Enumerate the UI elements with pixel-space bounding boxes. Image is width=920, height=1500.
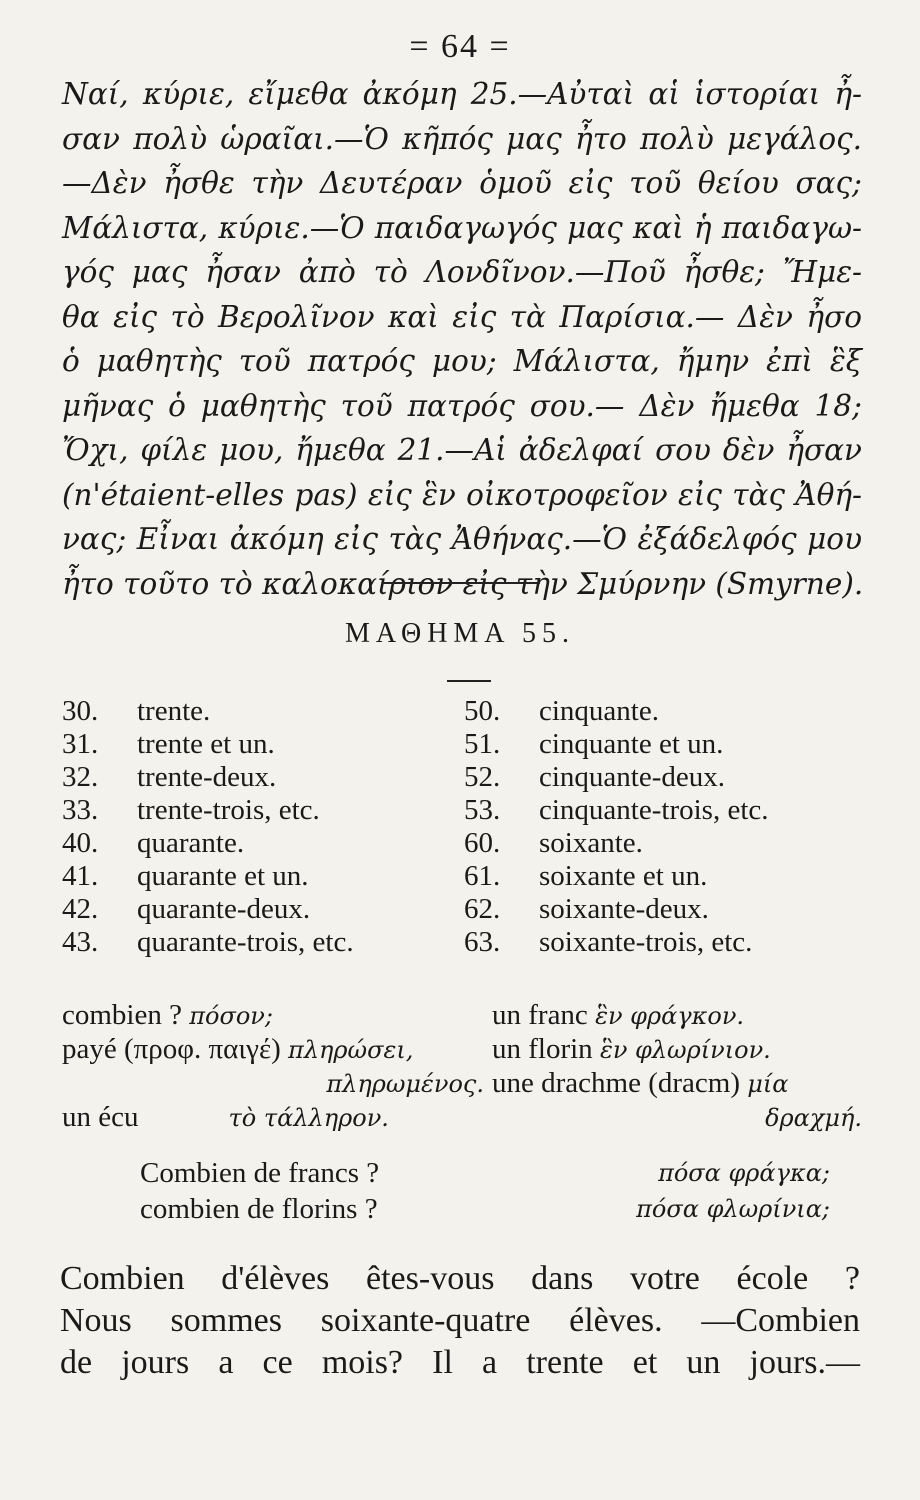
vocab-entry [492, 998, 862, 1032]
vocab-french: une drachme (dracm) [492, 1067, 740, 1099]
exercise-line: de jours a ce mois? Il a trente et un jours.— [60, 1344, 860, 1381]
greek-line: ἦτο τοῦτο τὸ καλοκαίριον εἰς τὴν Σμύρνην (Smyrne). [62, 566, 864, 601]
number-word: quarante et un. [137, 860, 309, 892]
list-item [62, 728, 354, 761]
vocab-entry [492, 1100, 862, 1134]
number-word: quarante. [137, 827, 245, 859]
page-number: = 64 = [409, 28, 511, 65]
number: 62. [464, 893, 501, 925]
list-item [464, 695, 769, 728]
vocab-entry [492, 1066, 862, 1100]
list-item [62, 695, 354, 728]
lesson-title: ΜΑΘΗΜΑ 55. [345, 618, 575, 649]
number-word: quarante-trois, etc. [137, 926, 354, 958]
greek-line: (n'étaient-elles pas) εἰς ἓν οἰκοτροφεῖον εἰς τὰς Ἀθή- [62, 477, 862, 512]
number: 52. [464, 761, 501, 793]
exercise-line: Combien d'élèves êtes-vous dans votre école ? [60, 1260, 860, 1297]
list-item [62, 794, 354, 827]
vocab-greek: πόσον; [189, 1002, 273, 1030]
number: 42. [62, 893, 99, 925]
greek-line: Ναί, κύριε, εἴμεθα ἀκόμη 25.—Αὐταὶ αἱ ἱστορίαι ἦ- [62, 77, 862, 111]
list-item [464, 860, 769, 893]
list-item [464, 893, 769, 926]
number-word: soixante et un. [539, 860, 708, 892]
list-item [464, 794, 769, 827]
question-row [140, 1191, 830, 1227]
number: 63. [464, 926, 501, 958]
greek-line: γός μας ἦσαν ἀπὸ τὸ Λονδῖνον.—Ποῦ ἦσθε; Ἤμε- [62, 255, 862, 289]
list-item [62, 860, 354, 893]
list-item [464, 926, 769, 959]
vocab-row [62, 998, 862, 1032]
question-block [140, 1155, 830, 1227]
vocab-greek: ἓν φράγκον. [595, 1002, 745, 1030]
number: 32. [62, 761, 99, 793]
vocab-row [62, 1100, 862, 1134]
question-greek: πόσα φλωρίνια; [636, 1195, 830, 1223]
number: 33. [62, 794, 99, 826]
vocab-greek: πληρωμένος. [326, 1070, 484, 1098]
list-item [62, 893, 354, 926]
list-item [62, 827, 354, 860]
list-item [464, 827, 769, 860]
greek-paragraph [62, 72, 862, 606]
exercise-paragraph [60, 1258, 860, 1384]
vocab-greek: τὸ τάλληρον. [228, 1104, 389, 1132]
question-row [140, 1155, 830, 1191]
greek-line: Ὄχι, φίλε μου, ἤμεθα 21.—Αἱ ἀδελφαί σου δὲν ἦσαν [62, 433, 862, 467]
list-item [62, 926, 354, 959]
question-french: combien de florins ? [140, 1193, 378, 1225]
vocab-row [62, 1066, 862, 1100]
list-item [464, 761, 769, 794]
vocab-entry [62, 1032, 492, 1066]
greek-line: —Δὲν ἦσθε τὴν Δευτέραν ὁμοῦ εἰς τοῦ θείου σας; [62, 166, 862, 200]
number-word: soixante-deux. [539, 893, 709, 925]
exercise-line: Nous sommes soixante-quatre élèves. —Combien [60, 1302, 860, 1339]
greek-line: θα εἰς τὸ Βερολῖνον καὶ εἰς τὰ Παρίσια.— Δὲν ἦσο [62, 299, 862, 334]
vocab-french: un franc [492, 999, 588, 1031]
number-word: cinquante et un. [539, 728, 724, 760]
title-underline [447, 680, 491, 682]
number-word: trente-deux. [137, 761, 277, 793]
vocab-greek: δραχμή. [765, 1104, 862, 1132]
vocab-entry [492, 1032, 862, 1066]
numbers-column-right [464, 695, 769, 959]
number: 50. [464, 695, 501, 727]
number: 40. [62, 827, 99, 859]
number: 61. [464, 860, 501, 892]
number-word: cinquante-trois, etc. [539, 794, 769, 826]
number: 41. [62, 860, 99, 892]
question-greek: πόσα φράγκα; [658, 1159, 830, 1187]
number-word: trente et un. [137, 728, 275, 760]
vocab-greek: ἓν φλωρίνιον. [599, 1036, 771, 1064]
number: 31. [62, 728, 99, 760]
vocab-french: un florin [492, 1033, 593, 1065]
greek-line: ὁ μαθητὴς τοῦ πατρός μου; Μάλιστα, ἤμην ἐπὶ ἓξ [62, 344, 862, 378]
greek-line: Μάλιστα, κύριε.—Ὁ παιδαγωγός μας καὶ ἡ παιδαγω- [62, 210, 862, 245]
number: 30. [62, 695, 99, 727]
number-word: quarante-deux. [137, 893, 311, 925]
number-word: cinquante. [539, 695, 659, 727]
greek-line: μῆνας ὁ μαθητὴς τοῦ πατρός σου.— Δὲν ἤμεθα 18; [62, 388, 862, 423]
vocab-entry [62, 1100, 492, 1134]
number-word: soixante-trois, etc. [539, 926, 753, 958]
number: 60. [464, 827, 501, 859]
greek-line: σαν πολὺ ὡραῖαι.—Ὁ κῆπός μας ἦτο πολὺ μεγάλος. [62, 121, 862, 156]
vocab-greek: μία [747, 1070, 789, 1098]
number-word: soixante. [539, 827, 643, 859]
vocab-entry [62, 998, 492, 1032]
number-word: trente. [137, 695, 211, 727]
question-french: Combien de francs ? [140, 1157, 380, 1189]
number: 51. [464, 728, 501, 760]
vocab-french: un écu [62, 1101, 139, 1133]
vocab-french: payé (προφ. παιγέ) [62, 1033, 281, 1065]
vocab-french: combien ? [62, 999, 182, 1031]
vocab-greek: πληρώσει, [288, 1036, 414, 1064]
number: 43. [62, 926, 99, 958]
number: 53. [464, 794, 501, 826]
greek-line: νας; Εἶναι ἀκόμη εἰς τὰς Ἀθήνας.—Ὁ ἐξάδελφός μου [62, 522, 862, 556]
vocab-entry [62, 1066, 492, 1100]
numbers-column-left [62, 695, 354, 959]
list-item [464, 728, 769, 761]
vocabulary-block [62, 998, 862, 1134]
section-divider [382, 582, 540, 584]
number-word: cinquante-deux. [539, 761, 726, 793]
number-word: trente-trois, etc. [137, 794, 320, 826]
vocab-row [62, 1032, 862, 1066]
list-item [62, 761, 354, 794]
